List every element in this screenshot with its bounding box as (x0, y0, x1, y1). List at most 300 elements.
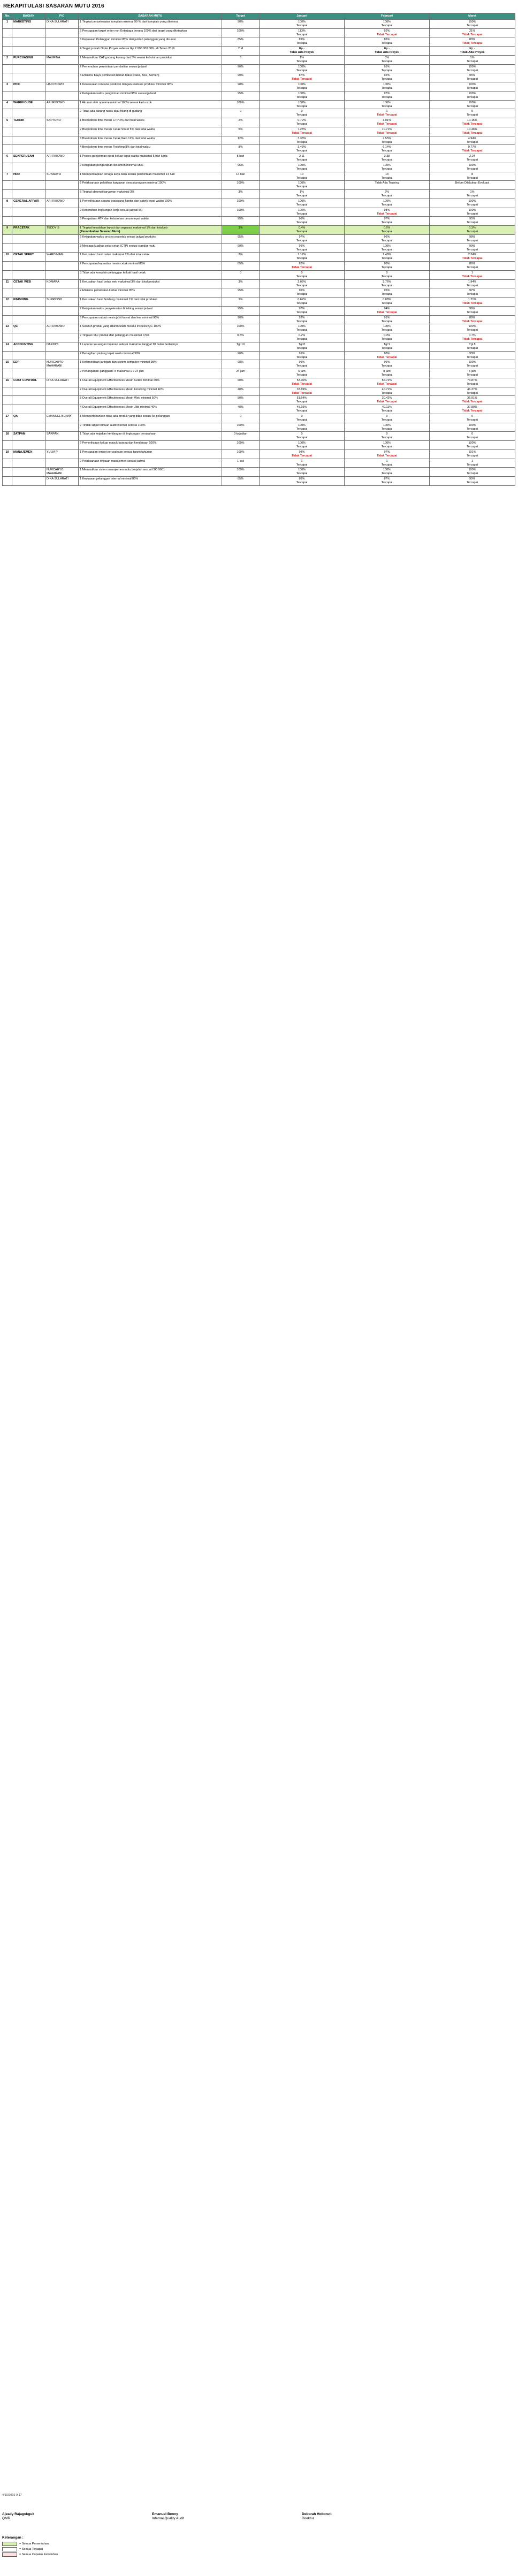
objective-number: 1 (80, 83, 82, 87)
objective-number: 2 (80, 423, 82, 427)
legend-title: Keterangan : (2, 2536, 24, 2540)
month-1-result (260, 127, 345, 136)
table-row (3, 163, 515, 172)
result-status: Tercapai (467, 212, 478, 216)
objective-number: 1 (80, 226, 82, 230)
document-footer (2, 2494, 515, 2558)
result-status: Tidak Tercapai (462, 400, 483, 404)
signer-name: Ajeady Rajagukguk (2, 2512, 34, 2516)
objective-description: Tindak lanjut temuan audit internal selesai 100% (82, 423, 146, 427)
objective-target: 100% (222, 208, 260, 217)
result-status: Tercapai (467, 176, 478, 180)
month-2-result (345, 243, 430, 253)
result-status: Tercapai (467, 364, 478, 368)
result-value: 95% (469, 217, 475, 221)
department-name (12, 477, 45, 486)
objective-description: Memastikan CAT gudang kurang dari 5% sesuai kebutuhan produksi (82, 56, 172, 59)
objective-text (79, 468, 222, 477)
result-value: 100% (383, 325, 391, 329)
objective-description: Efisiensi pemakaian kertas minimal 95% (82, 289, 135, 293)
result-value: 10.71% (382, 127, 392, 131)
result-status: Tercapai (381, 418, 393, 422)
month-3-result (430, 91, 515, 100)
result-status: Tercapai (296, 472, 308, 476)
department-name (12, 288, 45, 298)
table-row (3, 226, 515, 235)
table-row (3, 208, 515, 217)
pic-name: SARPAN (45, 432, 79, 441)
pic-name (45, 306, 82, 315)
objective-description: Tidak ada komplain pelanggan terkait hasil cetak (82, 271, 146, 275)
result-value: 2.11 (299, 155, 305, 158)
result-value: Rp - (299, 47, 305, 51)
result-status: Tercapai (296, 140, 308, 144)
objective-text (79, 333, 222, 342)
department-name (12, 145, 45, 154)
result-status: Tercapai (296, 87, 308, 90)
table-row (3, 47, 515, 56)
result-status: Tercapai (381, 59, 393, 63)
objective-number: 2 (80, 163, 82, 167)
month-2-result (345, 136, 430, 145)
pic-name (45, 270, 82, 279)
table-row (3, 288, 515, 298)
objective-target: 95% (222, 306, 260, 315)
month-1-result (260, 136, 345, 145)
department-name (12, 91, 45, 100)
objective-number: 1 (80, 172, 82, 176)
table-row (3, 423, 515, 432)
result-value: 100% (298, 208, 306, 212)
department-name: PURCHASING (12, 55, 45, 64)
month-3-result (430, 55, 515, 64)
result-value: 98% (299, 450, 305, 454)
month-3-result (430, 333, 515, 342)
row-number (3, 333, 12, 342)
objective-number: 4 (80, 47, 82, 51)
objective-text (79, 351, 222, 360)
objective-target: 98% (222, 360, 260, 369)
objective-text (79, 369, 222, 378)
pic-name (45, 136, 82, 145)
result-value: 99% (299, 361, 305, 364)
objective-target: 40% (222, 387, 260, 396)
row-number (3, 396, 12, 405)
result-value: 100% (383, 441, 391, 445)
department-name (12, 190, 45, 199)
table-row (3, 145, 515, 154)
result-status: Tercapai (296, 248, 308, 251)
result-status: Tercapai (296, 445, 308, 448)
signer-name: Deborah Hoborutt (302, 2512, 332, 2516)
result-status: Tidak Tercapai (462, 149, 483, 153)
objective-description: Pelaksanaan tinjauan manajemen sesuai jadwal (82, 459, 146, 463)
result-value: 97% (384, 92, 390, 95)
month-1-result (260, 234, 345, 243)
result-value: 10.46% (467, 127, 477, 131)
result-status: Tidak Tercapai (376, 454, 397, 458)
pic-name (45, 190, 82, 199)
result-status: Tercapai (381, 68, 393, 72)
month-1-result (260, 333, 345, 342)
result-status: Tercapai (467, 167, 478, 171)
result-value: 100% (298, 468, 306, 472)
month-2-result (345, 208, 430, 217)
month-3-result (430, 109, 515, 118)
result-status: Tercapai (296, 400, 308, 404)
objective-target: 1 kali (222, 459, 260, 468)
table-row (3, 91, 515, 100)
result-value: 73.87% (467, 378, 477, 382)
objective-description: Penanganan gangguan IT maksimal 1 x 24 jam (82, 370, 144, 374)
result-value: 33.89% (296, 387, 307, 391)
row-number: 19 (3, 449, 12, 459)
result-value: 98% (469, 235, 475, 239)
objective-number: 2 (80, 289, 82, 293)
month-2-result (345, 190, 430, 199)
month-2-result (345, 441, 430, 450)
month-2-result (345, 333, 430, 342)
month-3-result (430, 226, 515, 235)
objective-text (79, 342, 222, 351)
row-number (3, 127, 12, 136)
result-value: 2.76% (383, 280, 391, 284)
department-name (12, 387, 45, 396)
month-1-result (260, 64, 345, 73)
objective-description: Breakdown time mesin Finishing 8% dari total waktu (82, 146, 150, 149)
month-1-result (260, 208, 345, 217)
department-name: TEKNIK (12, 118, 45, 127)
department-name: WAREHOUSE (12, 100, 45, 109)
result-value: 100% (298, 325, 306, 329)
department-name (12, 136, 45, 145)
objective-target: 100% (222, 100, 260, 109)
objective-description: Proses pengiriman surat keluar tepat waktu maksimal 5 hari kerja (82, 155, 167, 158)
row-number (3, 208, 12, 217)
objective-description: Pencapaian output mesin jahit kawat dan lem minimal 90% (82, 316, 159, 319)
document-title: REKAPITULASI SASARAN MUTU 2016 (3, 3, 104, 9)
pic-name (45, 64, 82, 73)
row-number (3, 181, 12, 190)
row-number (3, 47, 12, 56)
pic-name: ARI RIBOWO (45, 100, 79, 109)
result-value: 2.05% (298, 280, 306, 284)
legend-item (2, 2547, 515, 2551)
table-row (3, 199, 515, 208)
month-1-result (260, 351, 345, 360)
objective-text (79, 47, 222, 56)
department-name (12, 73, 45, 82)
table-row (3, 181, 515, 190)
objective-target: 98% (222, 82, 260, 92)
pic-name (45, 208, 82, 217)
objective-number: 1 (80, 253, 82, 257)
objective-target: 5 hari (222, 154, 260, 163)
result-value: 100% (298, 423, 306, 427)
month-3-result (430, 217, 515, 226)
result-value: 0.6% (383, 226, 391, 230)
objective-target: 95% (222, 234, 260, 243)
month-1-result (260, 432, 345, 441)
pic-name: WARDIMAN (45, 253, 79, 262)
objective-target: 95% (222, 91, 260, 100)
result-value: 2.38 (384, 155, 390, 158)
result-value: 0.4% (383, 334, 391, 338)
objective-description: Ketersediaan jaringan dan sistem komputer minimal 98% (82, 361, 157, 364)
table-row (3, 405, 515, 414)
objective-number: 1 (80, 378, 82, 382)
department-name (12, 333, 45, 342)
result-status: Tercapai (467, 418, 478, 422)
result-value: 100% (468, 20, 476, 24)
result-value: 100% (383, 101, 391, 104)
month-3-result (430, 172, 515, 181)
objective-target: 2% (222, 253, 260, 262)
month-3-result (430, 127, 515, 136)
result-status: Tercapai (381, 391, 393, 395)
result-value: 1.48% (383, 253, 391, 257)
row-number (3, 270, 12, 279)
result-value: 37.80% (467, 406, 477, 409)
quality-objectives-table (2, 13, 515, 486)
result-value: 13 (385, 172, 389, 176)
row-number: 4 (3, 100, 12, 109)
department-name (12, 109, 45, 118)
row-number: 1 (3, 19, 12, 28)
month-3-result (430, 351, 515, 360)
objective-text (79, 154, 222, 163)
result-status: Tercapai (381, 409, 393, 413)
month-3-result (430, 154, 515, 163)
result-status: Tidak Tercapai (462, 123, 483, 126)
table-row (3, 369, 515, 378)
pic-name: SUPRIONO (45, 298, 79, 307)
signer-name: Emanuel Benny (152, 2512, 178, 2516)
objective-description: Pemeriksaan keluar masuk barang dan kendaraan 100% (82, 441, 157, 445)
result-status: Tercapai (381, 248, 393, 251)
month-2-result (345, 306, 430, 315)
row-number: 7 (3, 172, 12, 181)
objective-number: 2 (80, 307, 82, 310)
objective-number: 1 (80, 450, 82, 454)
result-value: 6 jam (298, 370, 306, 374)
month-1-result (260, 145, 345, 154)
objective-target: 0 (222, 270, 260, 279)
result-status: Tercapai (381, 140, 393, 144)
result-status: Tercapai (381, 167, 393, 171)
result-status: Tercapai (296, 167, 308, 171)
result-status: Tercapai (381, 95, 393, 99)
pic-name: ARI RIBOWO (45, 199, 79, 208)
result-status: Tidak Tercapai (462, 42, 483, 45)
result-status: Tercapai (381, 346, 393, 350)
objective-description: Ketepatan waktu pengiriman minimal 95% sesuai jadwal (82, 92, 156, 95)
month-2-result (345, 127, 430, 136)
month-1-result (260, 181, 345, 190)
department-name (12, 423, 45, 432)
objective-description: Memastikan sistem manajemen mutu berjalan sesuai ISO 9001 (82, 468, 165, 472)
row-number: 12 (3, 298, 12, 307)
month-3-result (430, 73, 515, 82)
result-status: Tercapai (381, 329, 393, 332)
month-1-result (260, 118, 345, 127)
department-name (12, 270, 45, 279)
result-value: 87% (299, 74, 305, 78)
objective-description: Mempertahankan tidak ada produk yang tidak sesuai ke pelanggan (82, 414, 170, 418)
header-bagian: BAGIAN (12, 13, 45, 20)
result-value: 2% (385, 190, 389, 194)
signature-block-audit (152, 2505, 222, 2521)
month-1-result (260, 253, 345, 262)
result-status: Tercapai (467, 374, 478, 377)
department-name (12, 217, 45, 226)
month-1-result (260, 342, 345, 351)
objective-target: 100% (222, 449, 260, 459)
result-value: 1 (386, 110, 388, 113)
result-status: Tidak Tercapai (291, 131, 312, 135)
month-2-result (345, 324, 430, 333)
result-value: 3.01% (383, 119, 391, 123)
month-3-result (430, 163, 515, 172)
row-number (3, 369, 12, 378)
table-row (3, 109, 515, 118)
result-status: Tercapai (381, 230, 393, 233)
month-2-result (345, 91, 430, 100)
signature-row (2, 2505, 515, 2521)
objective-text (79, 217, 222, 226)
objective-description: Laporan keuangan bulanan selesai maksimal tanggal 10 bulan berikutnya (82, 342, 179, 346)
result-value: 30.42% (382, 397, 392, 400)
objective-text (79, 82, 222, 92)
legend-label: = Semua Tercapai (19, 2547, 43, 2551)
table-row (3, 55, 515, 64)
result-value: 96% (384, 235, 390, 239)
objective-target: 85% (222, 37, 260, 47)
result-value: 100% (468, 65, 476, 68)
objective-target: 5 (222, 55, 260, 64)
result-value: 100% (468, 423, 476, 427)
department-name: CETAK SHEET (12, 253, 45, 262)
row-number: 14 (3, 342, 12, 351)
legend-label: = Semua Persentahan (19, 2542, 49, 2545)
pic-name (45, 163, 82, 172)
objective-target: 95% (222, 163, 260, 172)
objective-description: Overall Equipment Effectiveness Mesin Web minimal 50% (82, 397, 158, 400)
row-number (3, 477, 12, 486)
result-value: 0.72% (298, 119, 306, 123)
objective-target: 0 kejadian (222, 432, 260, 441)
table-row (3, 127, 515, 136)
result-value: 0.4% (298, 226, 306, 230)
objective-description: Efisiensi biaya pembelian bahan baku (Pasir, Besi, Semen) (82, 74, 159, 78)
result-status: Tercapai (467, 68, 478, 72)
result-status: Tercapai (296, 68, 308, 72)
result-value: 100% (468, 83, 476, 87)
result-status: Tercapai (296, 364, 308, 368)
result-status: Tercapai (467, 59, 478, 63)
objective-text (79, 298, 222, 307)
row-number (3, 136, 12, 145)
result-value: 100% (468, 441, 476, 445)
month-3-result (430, 387, 515, 396)
result-status: Tidak Tercapai (462, 338, 483, 341)
pic-name (45, 109, 82, 118)
result-status: Tidak Tercapai (376, 212, 397, 216)
result-status: Tercapai (467, 113, 478, 117)
result-status: Tercapai (296, 275, 308, 278)
month-1-result (260, 288, 345, 298)
month-3-result (430, 243, 515, 253)
objective-target: 0 (222, 414, 260, 423)
month-2-result (345, 378, 430, 387)
legend (2, 2536, 515, 2557)
objective-target: 100% (222, 423, 260, 432)
month-1-result (260, 154, 345, 163)
signer-title: QMR (2, 2517, 11, 2520)
objective-number: 3 (80, 136, 82, 140)
table-row (3, 64, 515, 73)
result-status: Tercapai (381, 42, 393, 45)
month-3-result (430, 279, 515, 288)
row-number: 18 (3, 432, 12, 441)
month-1-result (260, 163, 345, 172)
pic-name (45, 387, 82, 396)
result-value: 100% (298, 92, 306, 95)
objective-number: 1 (80, 361, 82, 364)
objective-target: 0.5% (222, 333, 260, 342)
objective-description: Menjaga kualitas pelat cetak (CTP) sesuai standar mutu (82, 244, 156, 248)
pic-name: DARDI/S (45, 342, 79, 351)
result-status: Tercapai (381, 481, 393, 484)
objective-target: 90% (222, 351, 260, 360)
month-3-result (430, 432, 515, 441)
row-number (3, 73, 12, 82)
table-row (3, 172, 515, 181)
objective-text (79, 243, 222, 253)
table-row (3, 333, 515, 342)
result-status: Tidak Tercapai (376, 131, 397, 135)
row-number: 16 (3, 378, 12, 387)
result-value: 51.64% (296, 397, 307, 400)
objective-number: 2 (80, 92, 82, 95)
result-status: Tercapai (467, 382, 478, 386)
table-row (3, 477, 515, 486)
result-status: Tercapai (467, 293, 478, 296)
objective-target: 12% (222, 136, 260, 145)
table-row (3, 360, 515, 369)
objective-description: Pemeliharaan sarana prasarana kantor dan pabrik tepat waktu 100% (82, 199, 172, 203)
objective-description: Pemenuhan permintaan pembelian sesuai jadwal (82, 65, 147, 68)
month-3-result (430, 199, 515, 208)
result-value: 0.62% (298, 298, 306, 302)
row-number: 9 (3, 226, 12, 235)
table-row (3, 234, 515, 243)
objective-target: 60% (222, 378, 260, 387)
month-2-result (345, 37, 430, 47)
table-row (3, 154, 515, 163)
objective-description: Tingkat kesalahan layout dan separasi maksimal 1% dari total job (82, 226, 167, 230)
result-status: Tercapai (381, 221, 393, 225)
pic-name (45, 423, 82, 432)
month-3-result (430, 414, 515, 423)
objective-text (79, 387, 222, 396)
result-value: 1 (471, 271, 474, 275)
month-2-result (345, 342, 430, 351)
objective-description: Tingkat retur produk dari pelanggan maksimal 0.5% (82, 334, 150, 338)
result-status: Tercapai (467, 355, 478, 359)
result-status: Tercapai (381, 203, 393, 207)
header-januari: Januari (260, 13, 345, 20)
